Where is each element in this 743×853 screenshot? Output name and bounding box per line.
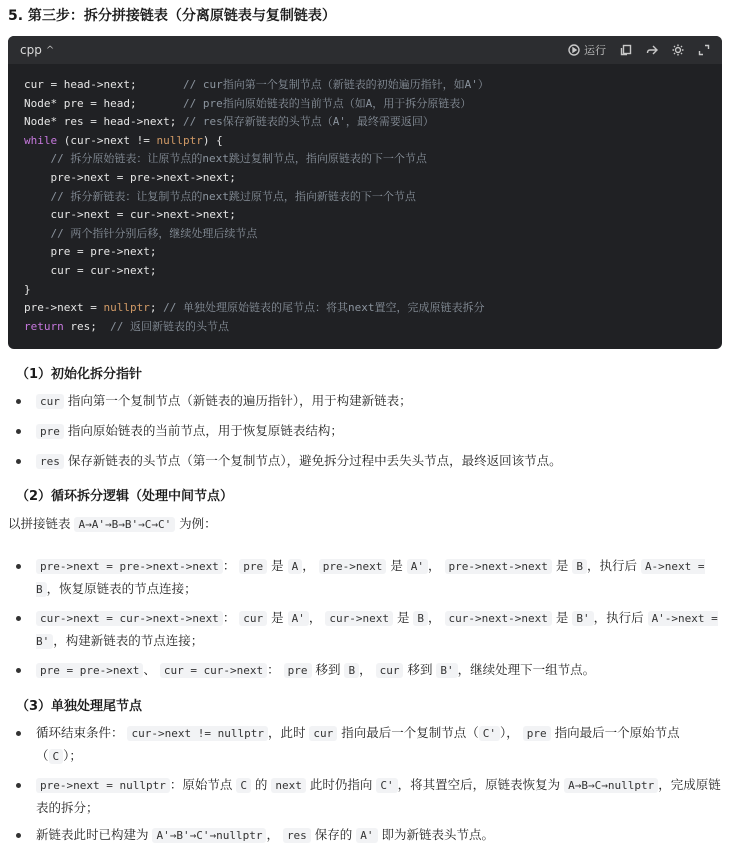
list-item: [16, 420, 721, 443]
inline-code: A'->next = B': [36, 612, 718, 648]
inline-code: cur->next: [325, 611, 393, 626]
item-text: 指向第一个复制节点（新链表的遍历指针），用于构建新链表；: [63, 393, 412, 408]
item-text: ，: [308, 610, 326, 625]
code-content[interactable]: [8, 64, 722, 336]
item-text: ，完成原链表的拆分；: [36, 777, 721, 815]
bullet-icon: [16, 783, 21, 788]
inline-code: cur: [376, 663, 404, 678]
inline-code: pre->next->next: [445, 559, 552, 574]
code-line: [24, 206, 706, 225]
code-literal: nullptr: [156, 133, 203, 147]
inline-code: C: [49, 749, 64, 764]
list-item: [16, 555, 721, 601]
section3-heading: （3）单独处理尾节点: [16, 699, 143, 714]
inline-code: pre = pre->next: [36, 663, 143, 678]
item-text: 指向最后一个复制节点（: [337, 725, 479, 740]
item-text: 是: [551, 558, 573, 573]
item-text: 是: [392, 610, 414, 625]
list-item: [16, 607, 721, 653]
inline-code: B': [572, 611, 593, 626]
inline-code: cur->next = cur->next->next: [36, 611, 223, 626]
code-comment: // 返回新链表的头节点: [110, 319, 229, 333]
item-text: ）；: [63, 748, 82, 763]
inline-code: B: [413, 611, 428, 626]
inline-code: A'→B'→C'→nullptr: [152, 828, 266, 843]
code-line: [24, 281, 706, 300]
step-title: 5. 第三步：拆分拼接链表（分离原链表与复制链表）: [8, 8, 336, 24]
code-token: pre->next =: [24, 301, 104, 315]
inline-code: C': [376, 778, 397, 793]
list-item: [16, 774, 721, 819]
bullet-icon: [16, 731, 21, 736]
section1-heading: （1）初始化拆分指针: [16, 367, 143, 382]
inline-code: B': [436, 663, 457, 678]
item-text: ：: [222, 610, 240, 625]
item-text: ，: [428, 610, 445, 625]
inline-code: A: [288, 559, 303, 574]
item-text: ，此时: [267, 725, 310, 740]
item-text: 是: [386, 558, 407, 573]
inline-code: pre->next: [319, 559, 387, 574]
copy-icon: [620, 44, 632, 56]
item-text: 是: [267, 558, 288, 573]
code-line: [24, 262, 706, 281]
item-text: 保存的: [310, 827, 357, 842]
bullet-icon: [16, 616, 21, 621]
code-comment: // res保存新链表的头节点（A'，最终需要返回）: [182, 115, 434, 129]
code-token: cur = head->next;: [24, 78, 183, 91]
code-token: pre->next = pre->next->next;: [24, 170, 236, 184]
inline-code: B: [572, 559, 587, 574]
run-button[interactable]: [568, 42, 606, 58]
inline-code: C': [479, 726, 500, 741]
code-token: cur = cur->next;: [24, 263, 157, 277]
inline-code: A': [356, 828, 377, 843]
code-line: [24, 299, 706, 318]
inline-code: res: [36, 454, 64, 469]
item-text: ，: [266, 827, 283, 842]
inline-code: pre->next = pre->next->next: [36, 559, 223, 574]
code-keyword: return: [24, 319, 64, 333]
code-keyword: while: [24, 133, 58, 147]
code-token: Node* res = head->next;: [24, 115, 183, 129]
item-text: 指向原始链表的当前节点，用于恢复原链表结构；: [63, 423, 343, 438]
inline-code: cur->next != nullptr: [127, 726, 267, 741]
inline-code: A': [288, 611, 309, 626]
item-text: ），: [500, 725, 523, 740]
code-block-header: [8, 36, 722, 64]
item-text: ，将其置空后，原链表恢复为: [397, 777, 565, 792]
item-text: ：原始节点: [169, 777, 237, 792]
code-token: res;: [63, 319, 111, 333]
item-text: ，: [302, 558, 319, 573]
list-item: [16, 390, 721, 413]
code-token: }: [24, 282, 31, 296]
language-label: cpp: [20, 43, 42, 57]
share-button[interactable]: [646, 44, 658, 56]
item-text: ，执行后: [593, 610, 648, 625]
item-text: 、: [143, 662, 160, 677]
item-text: ，: [428, 558, 445, 573]
code-token: pre = pre->next;: [24, 245, 157, 259]
code-token: ;: [149, 301, 164, 315]
code-line: [24, 113, 706, 132]
code-line: [24, 225, 706, 244]
list-item: [16, 450, 721, 473]
code-token: (cur->next !=: [57, 133, 157, 147]
item-text: ，恢复原链表的节点连接；: [46, 581, 197, 596]
language-selector[interactable]: [20, 43, 54, 57]
item-text: 新链表此时已构建为: [36, 827, 153, 842]
list-item: [16, 722, 721, 768]
list-item: [16, 824, 721, 847]
inline-code: pre: [284, 663, 312, 678]
code-line: [24, 243, 706, 262]
code-comment: // 拆分新链表：让复制节点的next跳过原节点，指向新链表的下一个节点: [50, 189, 416, 203]
item-text: 为例：: [175, 516, 217, 531]
inline-code: A->next = B: [36, 560, 705, 596]
code-comment: // 拆分原始链表：让原节点的next跳过复制节点，指向原链表的下一个节点: [50, 152, 427, 166]
inline-code: pre: [239, 559, 267, 574]
code-token: [24, 152, 51, 165]
share-icon: [646, 44, 658, 56]
item-text: 此时仍指向: [305, 777, 377, 792]
inline-code: pre->next = nullptr: [36, 778, 170, 793]
inline-code: A→A'→B→B'→C→C': [74, 517, 175, 532]
code-comment: // 两个指针分别后移，继续处理后续节点: [50, 226, 258, 240]
inline-code: B: [344, 663, 359, 678]
inline-code: cur->next->next: [445, 611, 552, 626]
code-token: [24, 190, 51, 203]
item-text: ：: [222, 558, 240, 573]
item-text: 以拼接链表: [8, 516, 75, 531]
inline-code: cur = cur->next: [160, 663, 267, 678]
item-text: ，: [359, 662, 376, 677]
item-text: 即为新链表头节点。: [377, 827, 494, 842]
sun-icon: [672, 44, 684, 56]
code-line: [24, 150, 706, 169]
code-comment: // pre指向原始链表的当前节点（如A，用于拆分原链表）: [182, 96, 472, 110]
inline-code: A': [407, 559, 428, 574]
bullet-icon: [16, 399, 21, 404]
copy-button[interactable]: [620, 44, 632, 56]
item-text: 是: [267, 610, 288, 625]
chevron-up-icon: ^: [45, 44, 55, 56]
run-label: 运行: [584, 44, 606, 57]
bullet-icon: [16, 429, 21, 434]
bullet-icon: [16, 833, 21, 838]
item-text: 移到: [403, 662, 437, 677]
item-text: ，执行后: [586, 558, 641, 573]
item-text: ，继续处理下一组节点。: [457, 662, 596, 677]
item-text: 保存新链表的头节点（第一个复制节点），避免拆分过程中丢失头节点，最终返回该节点。: [63, 453, 562, 468]
item-text: 循环结束条件：: [36, 725, 128, 740]
inline-code: cur: [239, 611, 267, 626]
code-token: cur->next = cur->next->next;: [24, 208, 236, 222]
code-token: ) {: [202, 133, 223, 147]
code-line: [24, 188, 706, 207]
inline-code: next: [271, 778, 306, 793]
item-text: ，构建新链表的节点连接；: [53, 633, 204, 648]
bullet-icon: [16, 564, 21, 569]
item-text: 是: [551, 610, 573, 625]
item-text: 的: [250, 777, 272, 792]
theme-toggle-button[interactable]: [672, 44, 684, 56]
code-toolbar: [568, 42, 710, 58]
code-token: [24, 227, 51, 240]
inline-code: pre: [36, 424, 64, 439]
code-literal: nullptr: [103, 301, 150, 315]
list-item: [16, 659, 721, 682]
inline-code: cur: [309, 726, 337, 741]
section2-heading: （2）循环拆分逻辑（处理中间节点）: [16, 489, 234, 504]
code-comment: // 单独处理原始链表的尾节点：将其next置空，完成原链表拆分: [163, 301, 485, 315]
code-line: [24, 132, 706, 151]
inline-code: A→B→C→nullptr: [564, 778, 658, 793]
code-block: [8, 36, 722, 349]
expand-button[interactable]: [698, 44, 710, 56]
item-text: 指向最后一个原始节点（: [36, 725, 680, 763]
code-line: [24, 95, 706, 114]
expand-icon: [698, 44, 710, 56]
bullet-icon: [16, 668, 21, 673]
code-line: [24, 318, 706, 337]
section2-intro: [8, 514, 217, 532]
item-text: ：: [267, 662, 284, 677]
code-line: [24, 76, 706, 95]
code-comment: // cur指向第一个复制节点（新链表的初始遍历指针，如A'）: [182, 78, 489, 91]
item-text: 移到: [311, 662, 345, 677]
inline-code: cur: [36, 394, 64, 409]
code-token: Node* pre = head;: [24, 96, 183, 110]
play-icon: [568, 44, 580, 56]
inline-code: res: [283, 828, 311, 843]
inline-code: pre: [523, 726, 551, 741]
inline-code: C: [236, 778, 251, 793]
code-line: [24, 169, 706, 188]
bullet-icon: [16, 459, 21, 464]
